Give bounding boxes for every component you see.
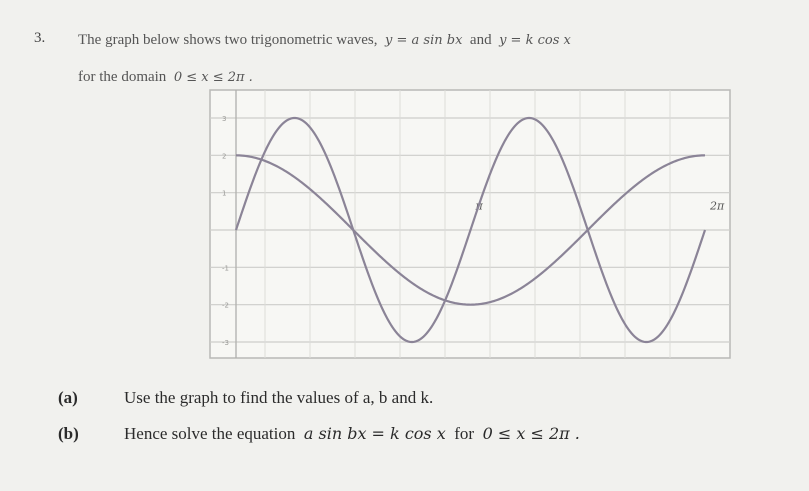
part-b-label: (b)	[58, 424, 79, 443]
y-tick-label: 1	[222, 189, 227, 198]
part-b-text: Hence solve the equation	[124, 424, 296, 443]
part-b-for: for	[454, 424, 475, 443]
domain-intro: for the domain	[78, 69, 167, 85]
part-b	[58, 424, 580, 444]
part-a-label: (a)	[58, 388, 78, 407]
equation-cosine: y = k cos x	[499, 33, 571, 48]
part-a	[58, 388, 433, 408]
stem-conjunction: and	[469, 32, 492, 48]
x-tick-label: 2π	[709, 199, 725, 213]
y-tick-label: 2	[222, 152, 227, 161]
domain-text: 0 ≤ x ≤ 2π .	[173, 70, 253, 85]
y-tick-label: 3	[222, 115, 227, 123]
part-b-domain: 0 ≤ x ≤ 2π .	[482, 424, 580, 443]
y-tick-label: -1	[222, 264, 229, 273]
part-b-equation: a sin bx = k cos x	[303, 424, 446, 443]
stem-text: The graph below shows two trigonometric waves,	[78, 32, 378, 48]
x-tick-label: π	[475, 199, 483, 213]
part-a-text: Use the graph to find the values of a, b and k.	[124, 388, 434, 407]
y-tick-label: -2	[222, 301, 229, 310]
y-tick-label: -3	[222, 339, 229, 347]
equation-sine: y = a sin bx	[385, 33, 463, 48]
question-number: 3.	[34, 30, 46, 46]
graph-frame	[210, 90, 730, 358]
